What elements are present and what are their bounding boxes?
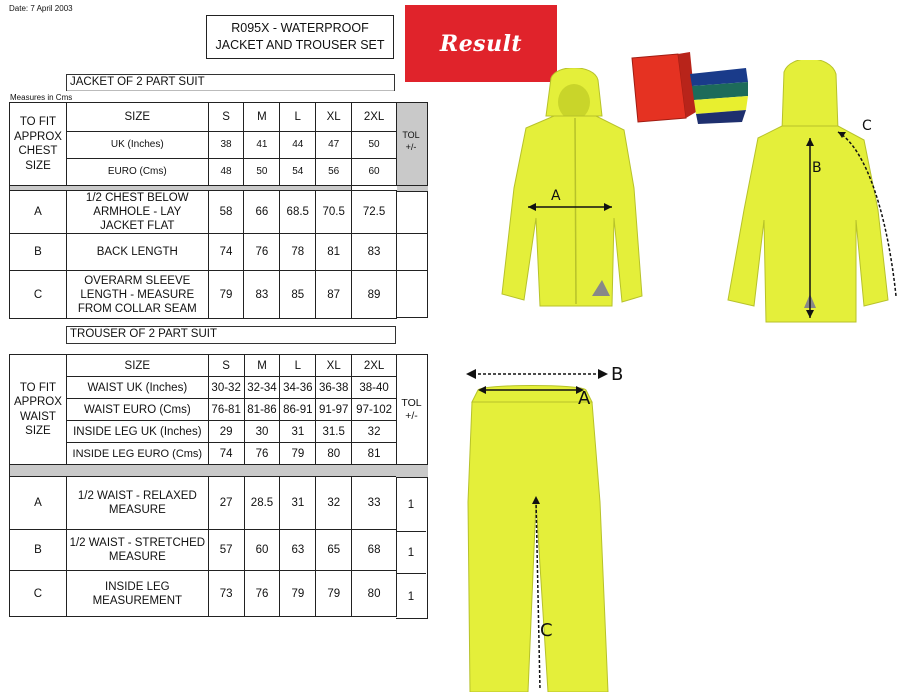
trouser-section-title: TROUSER OF 2 PART SUIT <box>66 326 396 344</box>
leg-euro-value: 80 <box>316 443 352 465</box>
row-label: INSIDE LEG MEASUREMENT <box>66 571 208 617</box>
row-code: A <box>10 191 67 234</box>
trouser-tol-cells <box>396 477 428 619</box>
label-a-trousers: A <box>578 388 591 409</box>
uk-value: 41 <box>244 132 280 159</box>
cell-value: 72.5 <box>352 191 397 234</box>
cell-value: 83 <box>244 271 280 319</box>
leg-uk-label: INSIDE LEG UK (Inches) <box>66 421 208 443</box>
jacket-back-image <box>718 60 898 325</box>
waist-euro-value: 97-102 <box>352 399 397 421</box>
label-c-jacket: C <box>862 118 872 134</box>
cell-value: 31 <box>280 477 316 530</box>
row-label: 1/2 WAIST - STRETCHED MEASURE <box>66 530 208 571</box>
waist-uk-value: 32-34 <box>244 377 280 399</box>
label-c-trousers: C <box>540 620 553 641</box>
euro-value: 60 <box>352 159 397 186</box>
cell-value: 70.5 <box>316 191 352 234</box>
euro-value: 48 <box>208 159 244 186</box>
uk-value: 44 <box>280 132 316 159</box>
cell-value: 68.5 <box>280 191 316 234</box>
euro-value: 56 <box>316 159 352 186</box>
row-code: C <box>10 271 67 319</box>
row-code: B <box>10 234 67 271</box>
cell-value: 89 <box>352 271 397 319</box>
row-label: 1/2 CHEST BELOW ARMHOLE - LAY JACKET FLAT <box>66 191 208 234</box>
jacket-front-image <box>496 68 646 318</box>
leg-uk-value: 31 <box>280 421 316 443</box>
euro-value: 54 <box>280 159 316 186</box>
cell-value: 74 <box>208 234 244 271</box>
cell-value: 81 <box>316 234 352 271</box>
leg-euro-value: 76 <box>244 443 280 465</box>
cell-value: 85 <box>280 271 316 319</box>
title-line-1: R095X - WATERPROOF <box>231 21 369 35</box>
row-label: OVERARM SLEEVE LENGTH - MEASURE FROM COLLAR SEAM <box>66 271 208 319</box>
row-code: C <box>10 571 67 617</box>
leg-uk-value: 30 <box>244 421 280 443</box>
size-s: S <box>208 355 244 377</box>
waist-euro-value: 81-86 <box>244 399 280 421</box>
label-a-jacket: A <box>551 188 561 204</box>
leg-euro-value: 74 <box>208 443 244 465</box>
cell-value: 66 <box>244 191 280 234</box>
uk-value: 50 <box>352 132 397 159</box>
row-code: A <box>10 477 67 530</box>
trouser-size-table <box>9 354 397 617</box>
label-b-trousers: B <box>611 364 624 385</box>
waist-uk-value: 30-32 <box>208 377 244 399</box>
size-header: SIZE <box>66 355 208 377</box>
cell-value: 76 <box>244 234 280 271</box>
leg-euro-label: INSIDE LEG EURO (Cms) <box>66 443 208 465</box>
leg-uk-value: 31.5 <box>316 421 352 443</box>
uk-value: 47 <box>316 132 352 159</box>
cell-value: 87 <box>316 271 352 319</box>
tol-value: 1 <box>407 590 415 603</box>
size-header: SIZE <box>66 103 208 132</box>
cell-value: 68 <box>352 530 397 571</box>
tol-value: 1 <box>407 546 415 559</box>
cell-value: 27 <box>208 477 244 530</box>
tol-label: TOL +/- <box>402 130 420 152</box>
tol-value: 1 <box>407 498 415 511</box>
cell-value: 32 <box>316 477 352 530</box>
waist-uk-value: 36-38 <box>316 377 352 399</box>
size-2xl: 2XL <box>352 103 397 132</box>
cell-value: 33 <box>352 477 397 530</box>
cell-value: 80 <box>352 571 397 617</box>
cell-value: 83 <box>352 234 397 271</box>
row-label: BACK LENGTH <box>66 234 208 271</box>
uk-label: UK (Inches) <box>66 132 208 159</box>
row-label: 1/2 WAIST - RELAXED MEASURE <box>66 477 208 530</box>
size-l: L <box>280 355 316 377</box>
size-l: L <box>280 103 316 132</box>
jacket-tol-cells <box>397 191 428 318</box>
tol-band <box>396 465 428 477</box>
size-s: S <box>208 103 244 132</box>
waist-euro-value: 76-81 <box>208 399 244 421</box>
trousers-image <box>462 362 622 692</box>
chest-fit-label: TO FIT APPROX CHEST SIZE <box>10 103 67 186</box>
size-m: M <box>244 103 280 132</box>
label-b-jacket: B <box>812 160 822 176</box>
jacket-size-table <box>9 102 397 319</box>
waist-fit-label: TO FIT APPROX WAIST SIZE <box>10 355 67 465</box>
cell-value: 60 <box>244 530 280 571</box>
cell-value: 58 <box>208 191 244 234</box>
euro-label: EURO (Cms) <box>66 159 208 186</box>
size-xl: XL <box>316 103 352 132</box>
leg-euro-value: 79 <box>280 443 316 465</box>
waist-uk-value: 38-40 <box>352 377 397 399</box>
product-title <box>206 15 394 59</box>
waist-euro-value: 86-91 <box>280 399 316 421</box>
size-m: M <box>244 355 280 377</box>
cell-value: 63 <box>280 530 316 571</box>
cell-value: 78 <box>280 234 316 271</box>
logo-text: Result <box>439 30 523 57</box>
cell-value: 73 <box>208 571 244 617</box>
cell-value: 79 <box>208 271 244 319</box>
cell-value: 57 <box>208 530 244 571</box>
uk-value: 38 <box>208 132 244 159</box>
row-code: B <box>10 530 67 571</box>
cell-value: 79 <box>316 571 352 617</box>
title-line-2: JACKET AND TROUSER SET <box>215 38 385 52</box>
jacket-tol-header <box>397 102 428 186</box>
cell-value: 79 <box>280 571 316 617</box>
date-label: Date: 7 April 2003 <box>9 4 73 13</box>
leg-uk-value: 32 <box>352 421 397 443</box>
size-2xl: 2XL <box>352 355 397 377</box>
leg-euro-value: 81 <box>352 443 397 465</box>
measures-note: Measures in Cms <box>10 93 73 102</box>
waist-euro-label: WAIST EURO (Cms) <box>66 399 208 421</box>
waist-uk-value: 34-36 <box>280 377 316 399</box>
euro-value: 50 <box>244 159 280 186</box>
waist-euro-value: 91-97 <box>316 399 352 421</box>
jacket-section-title: JACKET OF 2 PART SUIT <box>66 74 395 91</box>
tol-label: TOL +/- <box>401 397 422 422</box>
cell-value: 76 <box>244 571 280 617</box>
trouser-tol-header <box>396 354 428 465</box>
size-xl: XL <box>316 355 352 377</box>
waist-uk-label: WAIST UK (Inches) <box>66 377 208 399</box>
leg-uk-value: 29 <box>208 421 244 443</box>
cell-value: 28.5 <box>244 477 280 530</box>
cell-value: 65 <box>316 530 352 571</box>
separator-band <box>10 465 397 477</box>
